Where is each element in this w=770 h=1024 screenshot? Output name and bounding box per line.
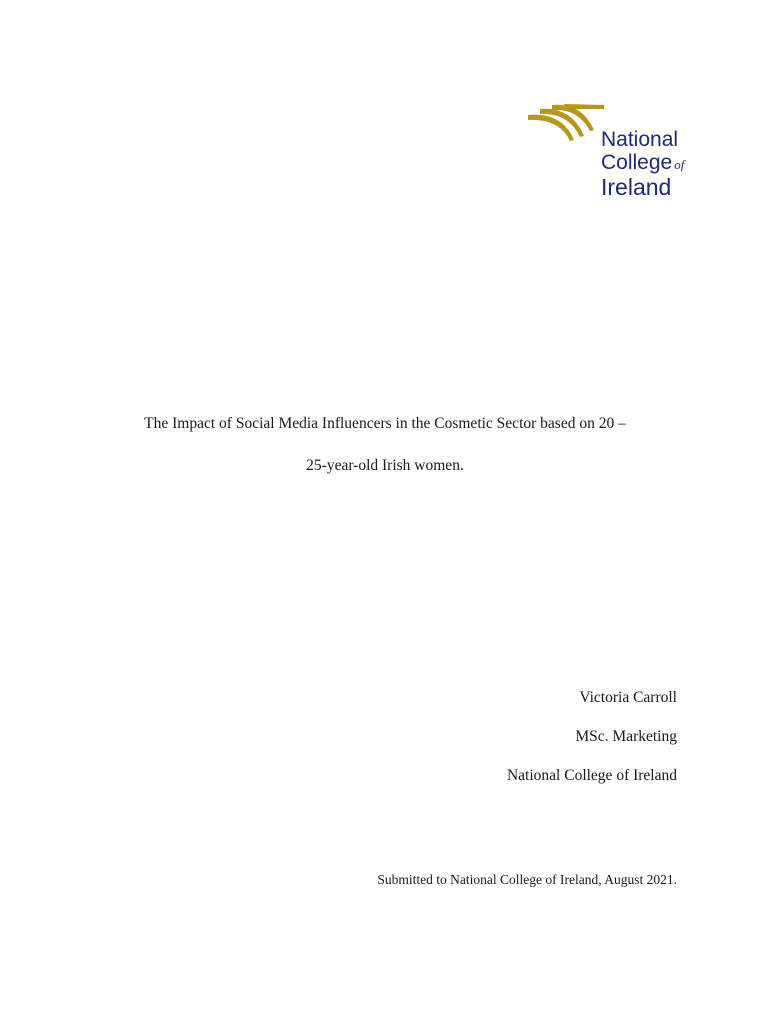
ncirl-wave-mark-icon	[526, 104, 606, 152]
logo-wordmark	[601, 128, 684, 199]
author-name: Victoria Carroll	[579, 689, 677, 706]
logo-of-word: of	[674, 157, 685, 172]
logo-line-college	[601, 151, 684, 176]
submission-statement: Submitted to National College of Ireland, August 2021.	[377, 872, 677, 887]
logo-line-national: National	[601, 128, 679, 151]
thesis-title-line-2: 25-year-old Irish women.	[306, 457, 464, 474]
ncirl-logo	[526, 104, 696, 200]
logo-line-ireland: Ireland	[601, 174, 672, 200]
programme-name: MSc. Marketing	[575, 728, 677, 745]
logo-college-word: College	[601, 151, 673, 174]
institution-name: National College of Ireland	[506, 767, 677, 784]
thesis-title-line-1: The Impact of Social Media Influencers in the Cosmetic Sector based on 20 –	[144, 415, 626, 432]
